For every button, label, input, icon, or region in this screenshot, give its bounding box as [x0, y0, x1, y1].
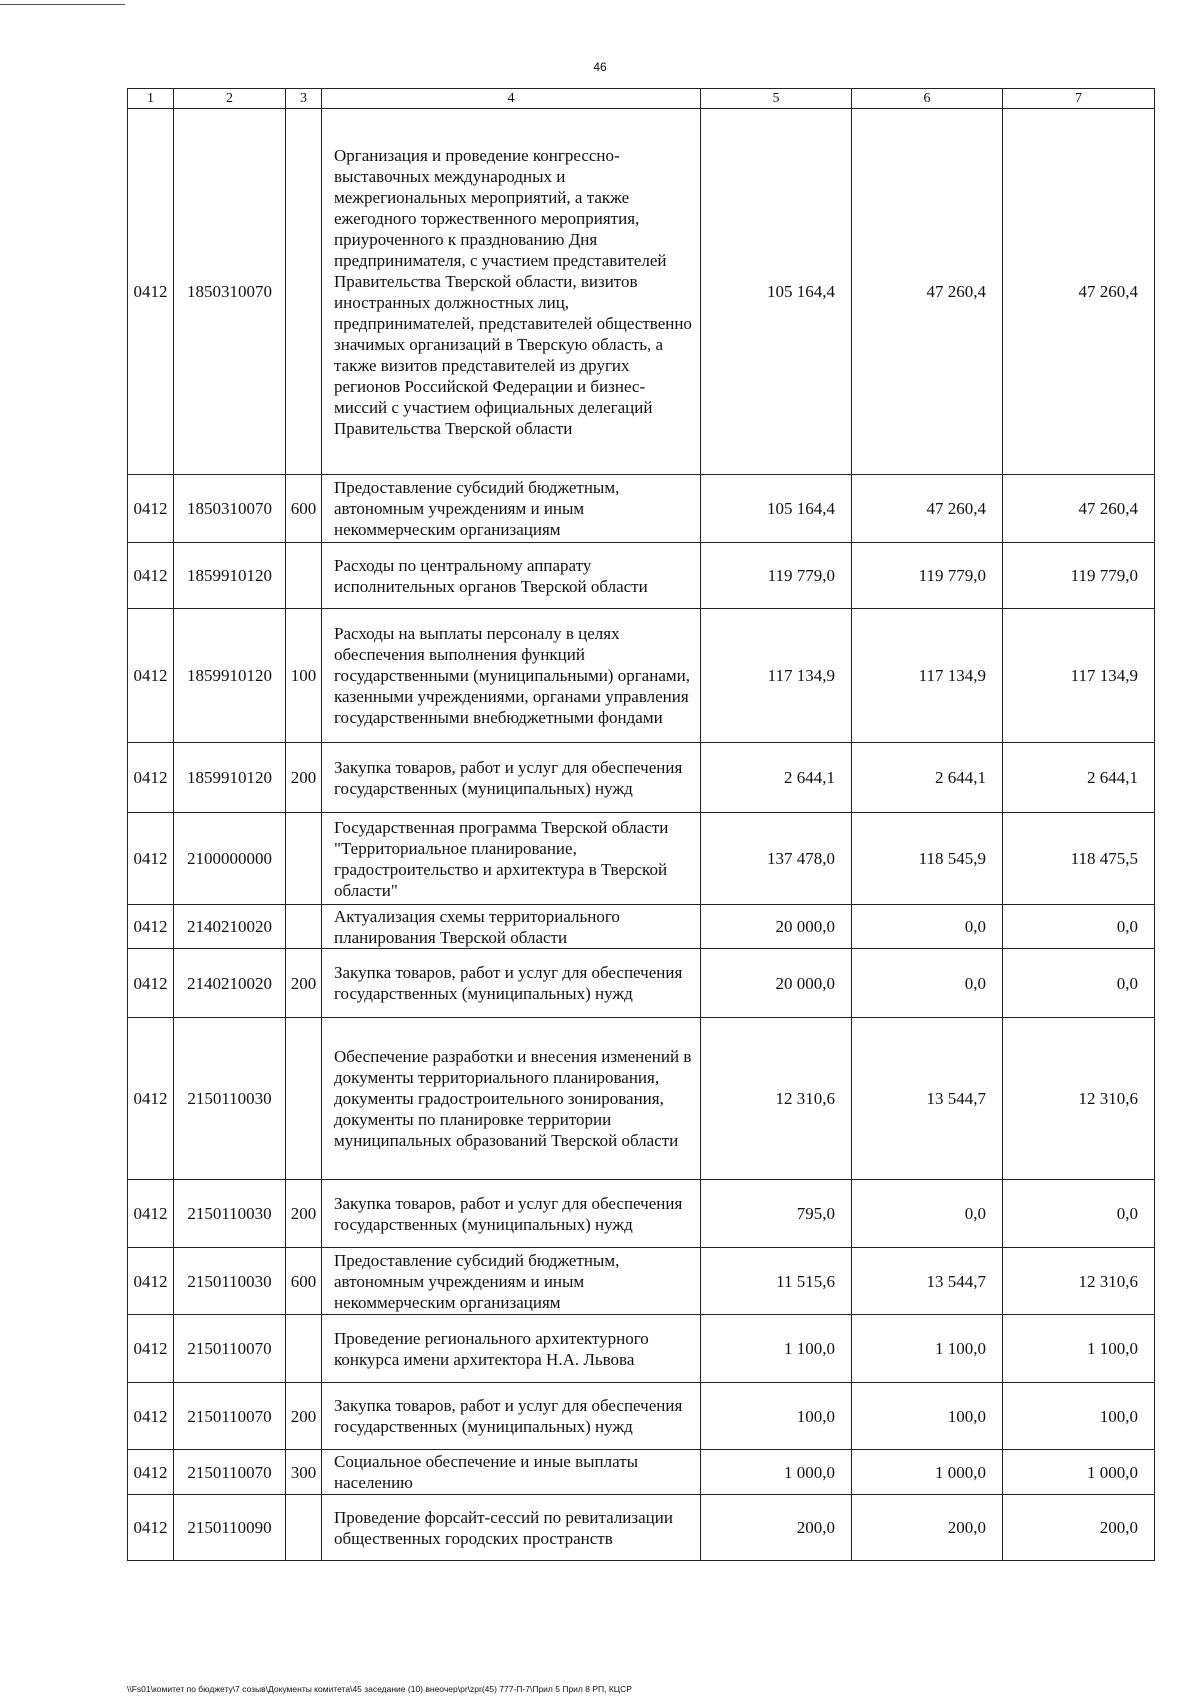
target-article-code: 2150110030: [174, 1248, 286, 1315]
expense-type-code: [286, 813, 322, 905]
section-code: 0412: [128, 609, 174, 743]
section-code: 0412: [128, 1383, 174, 1450]
expense-name: Обеспечение разработки и внесения изменений в документы территориального планирования, документы градостроительного зонирования, документы по планировке территории муниципальных образований Тверской области: [322, 1018, 701, 1180]
table-row: [128, 1495, 1155, 1561]
amount-col6: 0,0: [852, 1180, 1003, 1248]
amount-col7: 12 310,6: [1003, 1018, 1155, 1180]
table-row: [128, 1315, 1155, 1383]
table-row: [128, 609, 1155, 743]
target-article-code: 1850310070: [174, 475, 286, 543]
column-header: 3: [286, 89, 322, 109]
target-article-code: 2150110030: [174, 1180, 286, 1248]
table-row: [128, 543, 1155, 609]
amount-col7: 0,0: [1003, 905, 1155, 949]
amount-col6: 100,0: [852, 1383, 1003, 1450]
amount-col6: 118 545,9: [852, 813, 1003, 905]
amount-col6: 2 644,1: [852, 743, 1003, 813]
expense-name: Государственная программа Тверской области "Территориальное планирование, градостроительство и архитектура в Тверской области": [322, 813, 701, 905]
amount-col6: 47 260,4: [852, 109, 1003, 475]
section-code: 0412: [128, 1248, 174, 1315]
expense-type-code: 600: [286, 1248, 322, 1315]
table-header: [128, 89, 1155, 109]
expense-type-code: [286, 543, 322, 609]
amount-col6: 47 260,4: [852, 475, 1003, 543]
section-code: 0412: [128, 109, 174, 475]
amount-col6: 117 134,9: [852, 609, 1003, 743]
amount-col7: 118 475,5: [1003, 813, 1155, 905]
amount-col7: 12 310,6: [1003, 1248, 1155, 1315]
section-code: 0412: [128, 905, 174, 949]
target-article-code: 2100000000: [174, 813, 286, 905]
target-article-code: 1859910120: [174, 743, 286, 813]
table-row: [128, 475, 1155, 543]
expense-name: Организация и проведение конгрессно-выставочных международных и межрегиональных мероприятий, а также ежегодного торжественного мероприятия, приуроченного к празднованию Дня предпринимателя, с участием представителей Правительства Тверской области, визитов иностранных должностных лиц, предпринимателей, представителей общественно значимых организаций в Тверскую область, а также визитов представителей из других регионов Российской Федерации и бизнес-миссий с участием официальных делегаций Правительства Тверской области: [322, 109, 701, 475]
amount-col5: 105 164,4: [701, 109, 852, 475]
amount-col7: 47 260,4: [1003, 109, 1155, 475]
amount-col5: 100,0: [701, 1383, 852, 1450]
expense-type-code: 200: [286, 743, 322, 813]
expense-type-code: 100: [286, 609, 322, 743]
amount-col6: 13 544,7: [852, 1248, 1003, 1315]
table-row: [128, 1180, 1155, 1248]
amount-col6: 1 100,0: [852, 1315, 1003, 1383]
amount-col7: 47 260,4: [1003, 475, 1155, 543]
amount-col7: 119 779,0: [1003, 543, 1155, 609]
amount-col5: 20 000,0: [701, 905, 852, 949]
amount-col6: 119 779,0: [852, 543, 1003, 609]
expense-type-code: [286, 905, 322, 949]
section-code: 0412: [128, 743, 174, 813]
section-code: 0412: [128, 543, 174, 609]
table-body: [128, 109, 1155, 1561]
amount-col7: 1 100,0: [1003, 1315, 1155, 1383]
table-row: [128, 1018, 1155, 1180]
expense-type-code: [286, 109, 322, 475]
amount-col5: 11 515,6: [701, 1248, 852, 1315]
expense-name: Актуализация схемы территориального планирования Тверской области: [322, 905, 701, 949]
target-article-code: 1859910120: [174, 543, 286, 609]
target-article-code: 2150110030: [174, 1018, 286, 1180]
target-article-code: 2140210020: [174, 949, 286, 1018]
expense-type-code: 600: [286, 475, 322, 543]
budget-table: [127, 88, 1155, 1561]
column-header: 5: [701, 89, 852, 109]
table-row: [128, 905, 1155, 949]
amount-col5: 137 478,0: [701, 813, 852, 905]
target-article-code: 2150110070: [174, 1450, 286, 1495]
amount-col7: 0,0: [1003, 1180, 1155, 1248]
table-row: [128, 109, 1155, 475]
header-row: [128, 89, 1155, 109]
amount-col7: 2 644,1: [1003, 743, 1155, 813]
amount-col5: 2 644,1: [701, 743, 852, 813]
amount-col6: 13 544,7: [852, 1018, 1003, 1180]
table-row: [128, 1450, 1155, 1495]
section-code: 0412: [128, 1495, 174, 1561]
amount-col5: 1 000,0: [701, 1450, 852, 1495]
section-code: 0412: [128, 1180, 174, 1248]
target-article-code: 1859910120: [174, 609, 286, 743]
page-number: 46: [593, 60, 607, 74]
expense-name: Расходы на выплаты персоналу в целях обеспечения выполнения функций государственными (муниципальными) органами, казенными учреждениями, органами управления государственными внебюджетными фондами: [322, 609, 701, 743]
column-header: 6: [852, 89, 1003, 109]
amount-col5: 105 164,4: [701, 475, 852, 543]
expense-name: Проведение регионального архитектурного конкурса имени архитектора Н.А. Львова: [322, 1315, 701, 1383]
expense-name: Предоставление субсидий бюджетным, автономным учреждениям и иным некоммерческим организациям: [322, 475, 701, 543]
expense-name: Закупка товаров, работ и услуг для обеспечения государственных (муниципальных) нужд: [322, 1180, 701, 1248]
target-article-code: 2150110090: [174, 1495, 286, 1561]
amount-col5: 1 100,0: [701, 1315, 852, 1383]
table-row: [128, 949, 1155, 1018]
amount-col6: 0,0: [852, 905, 1003, 949]
target-article-code: 2140210020: [174, 905, 286, 949]
amount-col7: 0,0: [1003, 949, 1155, 1018]
column-header: 4: [322, 89, 701, 109]
section-code: 0412: [128, 1315, 174, 1383]
amount-col6: 200,0: [852, 1495, 1003, 1561]
expense-type-code: 200: [286, 949, 322, 1018]
table-row: [128, 743, 1155, 813]
expense-name: Предоставление субсидий бюджетным, автономным учреждениям и иным некоммерческим организациям: [322, 1248, 701, 1315]
target-article-code: 2150110070: [174, 1383, 286, 1450]
expense-type-code: [286, 1495, 322, 1561]
amount-col7: 200,0: [1003, 1495, 1155, 1561]
expense-type-code: [286, 1315, 322, 1383]
amount-col5: 20 000,0: [701, 949, 852, 1018]
target-article-code: 1850310070: [174, 109, 286, 475]
amount-col7: 1 000,0: [1003, 1450, 1155, 1495]
top-margin-line: [0, 4, 125, 5]
expense-name: Проведение форсайт-сессий по ревитализации общественных городских пространств: [322, 1495, 701, 1561]
amount-col5: 795,0: [701, 1180, 852, 1248]
column-header: 1: [128, 89, 174, 109]
expense-name: Закупка товаров, работ и услуг для обеспечения государственных (муниципальных) нужд: [322, 1383, 701, 1450]
column-header: 2: [174, 89, 286, 109]
amount-col5: 200,0: [701, 1495, 852, 1561]
expense-name: Закупка товаров, работ и услуг для обеспечения государственных (муниципальных) нужд: [322, 743, 701, 813]
amount-col5: 119 779,0: [701, 543, 852, 609]
section-code: 0412: [128, 1450, 174, 1495]
expense-type-code: 200: [286, 1180, 322, 1248]
section-code: 0412: [128, 475, 174, 543]
column-header: 7: [1003, 89, 1155, 109]
amount-col5: 117 134,9: [701, 609, 852, 743]
file-path-footer: \\Fs01\комитет по бюджету\7 созыв\Документы комитета\45 заседание (10) внеочер\pr\zpr(45) 777-П-7\Прил 5 Прил 8 РП, КЦСР: [127, 1684, 632, 1694]
expense-type-code: [286, 1018, 322, 1180]
target-article-code: 2150110070: [174, 1315, 286, 1383]
amount-col5: 12 310,6: [701, 1018, 852, 1180]
amount-col7: 100,0: [1003, 1383, 1155, 1450]
expense-type-code: 200: [286, 1383, 322, 1450]
table-row: [128, 1248, 1155, 1315]
table-row: [128, 813, 1155, 905]
amount-col6: 0,0: [852, 949, 1003, 1018]
expense-name: Закупка товаров, работ и услуг для обеспечения государственных (муниципальных) нужд: [322, 949, 701, 1018]
expense-name: Социальное обеспечение и иные выплаты населению: [322, 1450, 701, 1495]
amount-col7: 117 134,9: [1003, 609, 1155, 743]
section-code: 0412: [128, 1018, 174, 1180]
amount-col6: 1 000,0: [852, 1450, 1003, 1495]
section-code: 0412: [128, 949, 174, 1018]
expense-type-code: 300: [286, 1450, 322, 1495]
table-row: [128, 1383, 1155, 1450]
section-code: 0412: [128, 813, 174, 905]
expense-name: Расходы по центральному аппарату исполнительных органов Тверской области: [322, 543, 701, 609]
